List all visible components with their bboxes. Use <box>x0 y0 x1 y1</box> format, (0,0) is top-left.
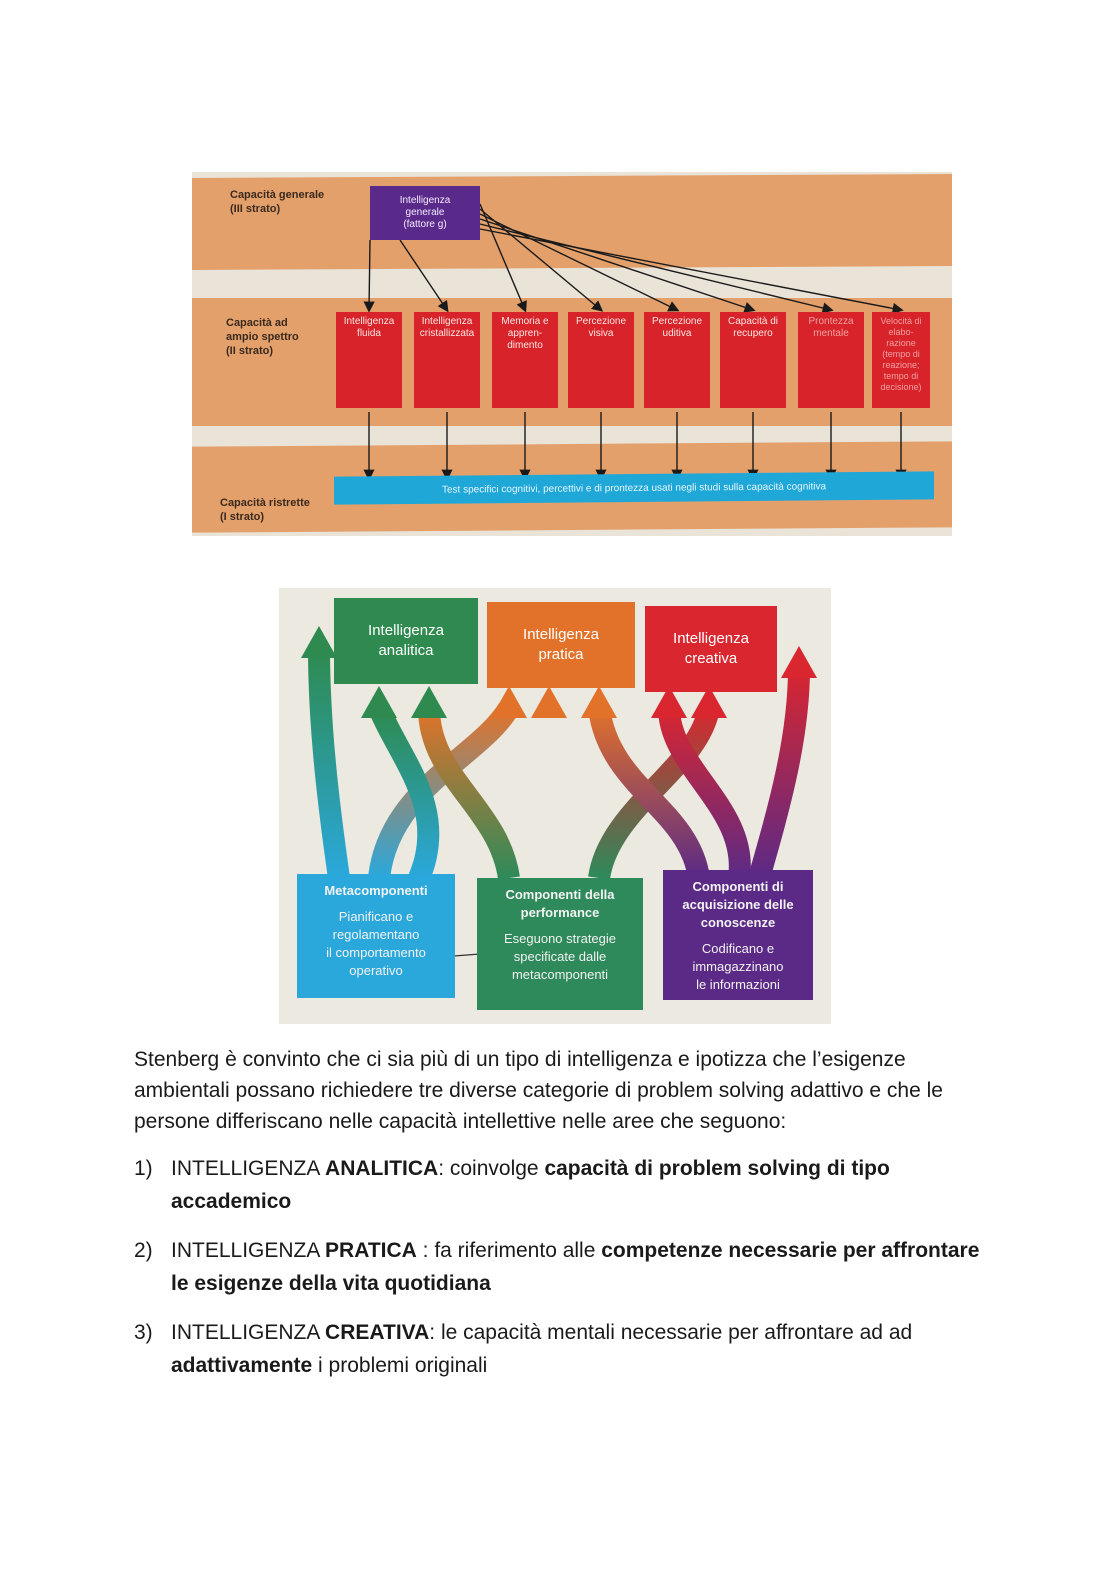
intelligence-types-list <box>134 1152 980 1398</box>
ability-box: Velocità di elabo- razione (tempo di reazione; tempo di decisione) <box>872 312 930 408</box>
intro-paragraph: Stenberg è convinto che ci sia più di un tipo di intelligenza e ipotizza che l’esigenze ambientali possano richiedere tre diverse categorie di problem solving adattivo e che le persone differiscano nelle capacità intellettive nelle aree che seguono: <box>134 1048 943 1133</box>
g-to-ability-arrow <box>480 204 525 310</box>
ability-box: Percezione uditiva <box>644 312 710 408</box>
g-to-ability-arrow <box>480 229 901 310</box>
g-to-ability-arrow <box>400 240 447 310</box>
g-to-ability-arrow <box>369 240 370 310</box>
ability-box: Capacità di recupero <box>720 312 786 408</box>
g-to-ability-arrow <box>480 224 831 310</box>
intelligence-box-practical: Intelligenza pratica <box>487 602 635 688</box>
ability-box: Prontezza mentale <box>798 312 864 408</box>
list-item: 2) INTELLIGENZA PRATICA : fa riferimento alle competenze necessarie per affrontare le esigenze della vita quotidiana <box>134 1239 980 1295</box>
g-to-ability-arrow <box>480 219 753 310</box>
ability-box: Percezione visiva <box>568 312 634 408</box>
list-item: 3) INTELLIGENZA CREATIVA: le capacità mentali necessarie per affrontare ad ad adattivamente i problemi originali <box>134 1321 913 1377</box>
component-box-performance: Componenti della performance Eseguono strategie specificate dalle metacomponenti <box>477 878 643 1010</box>
component-box-knowledge-acquisition: Componenti di acquisizione delle conoscenze Codificano e immagazzinano le informazioni <box>663 870 813 1000</box>
sternberg-triarchic-figure <box>279 588 831 1024</box>
ability-box: Intelligenza fluida <box>336 312 402 408</box>
component-box-metacomponents: Metacomponenti Pianificano e regolamentano il comportamento operativo <box>297 874 455 998</box>
g-to-ability-arrow <box>480 209 601 310</box>
list-item: 1) INTELLIGENZA ANALITICA: coinvolge capacità di problem solving di tipo accademico <box>134 1157 890 1213</box>
ability-box: Intelligenza cristallizzata <box>414 312 480 408</box>
intelligence-box-creative: Intelligenza creativa <box>645 606 777 692</box>
ability-box: Memoria e appren- dimento <box>492 312 558 408</box>
carroll-strata-figure <box>192 172 952 536</box>
intelligence-box-analytic: Intelligenza analitica <box>334 598 478 684</box>
stratum-iii-label: Capacità generale (III strato) <box>230 189 325 215</box>
stratum-i-label: Capacità ristrette (I strato) <box>220 497 310 523</box>
stratum-ii-label: Capacità ad ampio spettro (II strato) <box>226 317 299 357</box>
general-intelligence-box: Intelligenza generale (fattore g) <box>370 186 480 240</box>
narrow-abilities-bar: Test specifici cognitivi, percettivi e di prontezza usati negli studi sulla capacità cognitiva <box>334 471 934 504</box>
